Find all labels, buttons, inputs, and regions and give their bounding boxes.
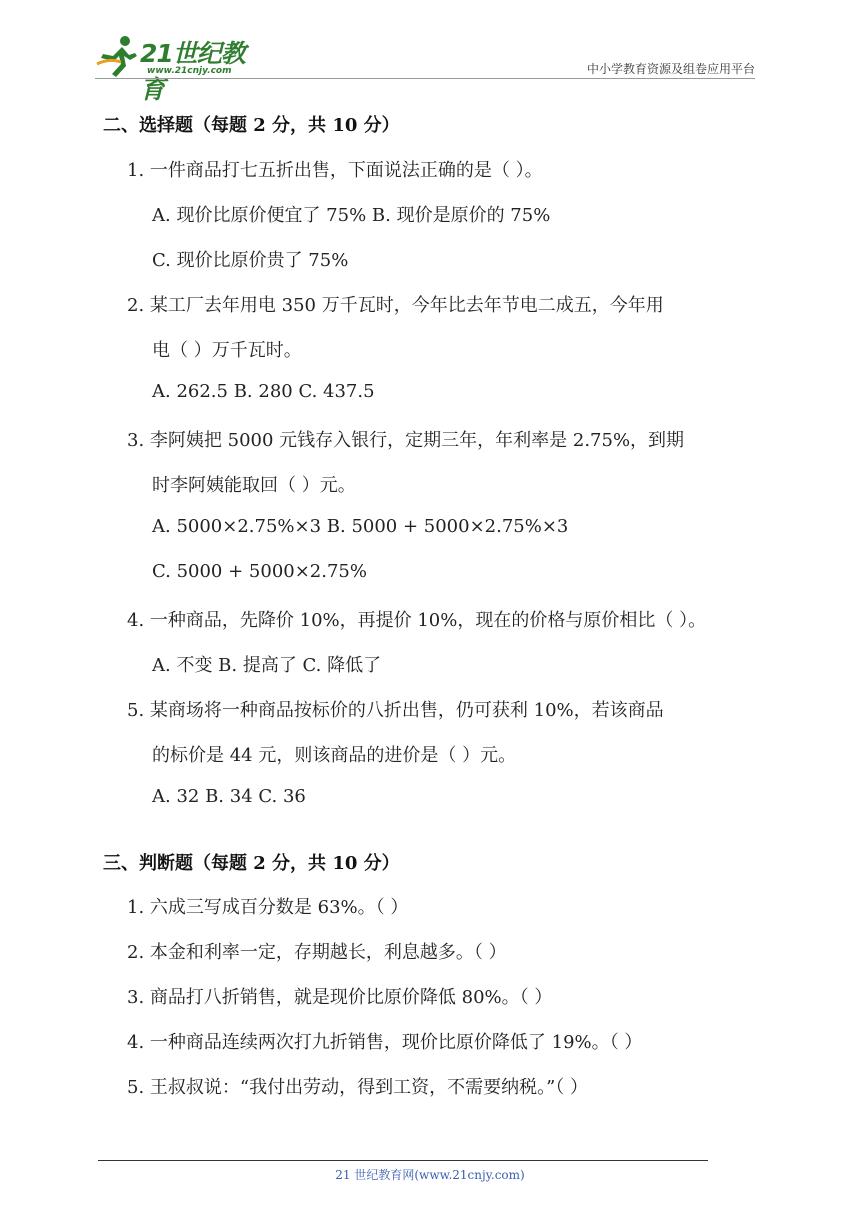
option-line: A. 5000×2.75%×3 B. 5000 + 5000×2.75%×3 [152,516,569,537]
judgement-line: 1. 六成三写成百分数是 63%。（ ） [127,897,409,918]
question-line: 1. 一件商品打七五折出售，下面说法正确的是（ ）。 [127,160,543,181]
option-line: C. 现价比原价贵了 75% [152,250,349,271]
logo [95,32,265,104]
section-title-choice: 二、选择题（每题 2 分，共 10 分） [103,115,400,136]
judgement-line: 2. 本金和利率一定，存期越长，利息越多。（ ） [127,942,507,963]
footer-text: 21 世纪教育网(www.21cnjy.com) [335,1168,525,1182]
footer-divider [98,1160,708,1161]
option-line: A. 不变 B. 提高了 C. 降低了 [152,655,382,676]
logo-url: www.21cnjy.com [147,66,232,76]
option-line: A. 32 B. 34 C. 36 [152,786,306,807]
question-line-cont: 时李阿姨能取回（ ）元。 [152,475,356,496]
question-line-cont: 电（ ）万千瓦时。 [152,340,302,361]
question-line-cont: 的标价是 44 元，则该商品的进价是（ ）元。 [152,745,517,766]
question-line: 3. 李阿姨把 5000 元钱存入银行，定期三年，年利率是 2.75%，到期 [127,430,685,451]
runner-logo-icon [95,34,139,78]
option-line: A. 现价比原价便宜了 75% B. 现价是原价的 75% [152,205,551,226]
logo-text: 21世纪教育 [140,39,245,104]
question-line: 4. 一种商品，先降价 10%，再提价 10%，现在的价格与原价相比（ ）。 [127,610,707,631]
header-divider [95,78,755,79]
option-line: C. 5000 + 5000×2.75% [152,561,367,582]
option-line: A. 262.5 B. 280 C. 437.5 [152,381,375,402]
judgement-line: 4. 一种商品连续两次打九折销售，现价比原价降低了 19%。（ ） [127,1032,643,1053]
section-title-judgement: 三、判断题（每题 2 分，共 10 分） [103,853,400,874]
judgement-line: 3. 商品打八折销售，就是现价比原价降低 80%。（ ） [127,987,553,1008]
question-line: 5. 某商场将一种商品按标价的八折出售，仍可获利 10%，若该商品 [127,700,664,721]
judgement-line: 5. 王叔叔说：“我付出劳动，得到工资，不需要纳税。”（ ） [127,1077,589,1098]
page-header [95,32,755,104]
question-line: 2. 某工厂去年用电 350 万千瓦时，今年比去年节电二成五，今年用 [127,295,664,316]
platform-name: 中小学教育资源及组卷应用平台 [586,62,755,76]
